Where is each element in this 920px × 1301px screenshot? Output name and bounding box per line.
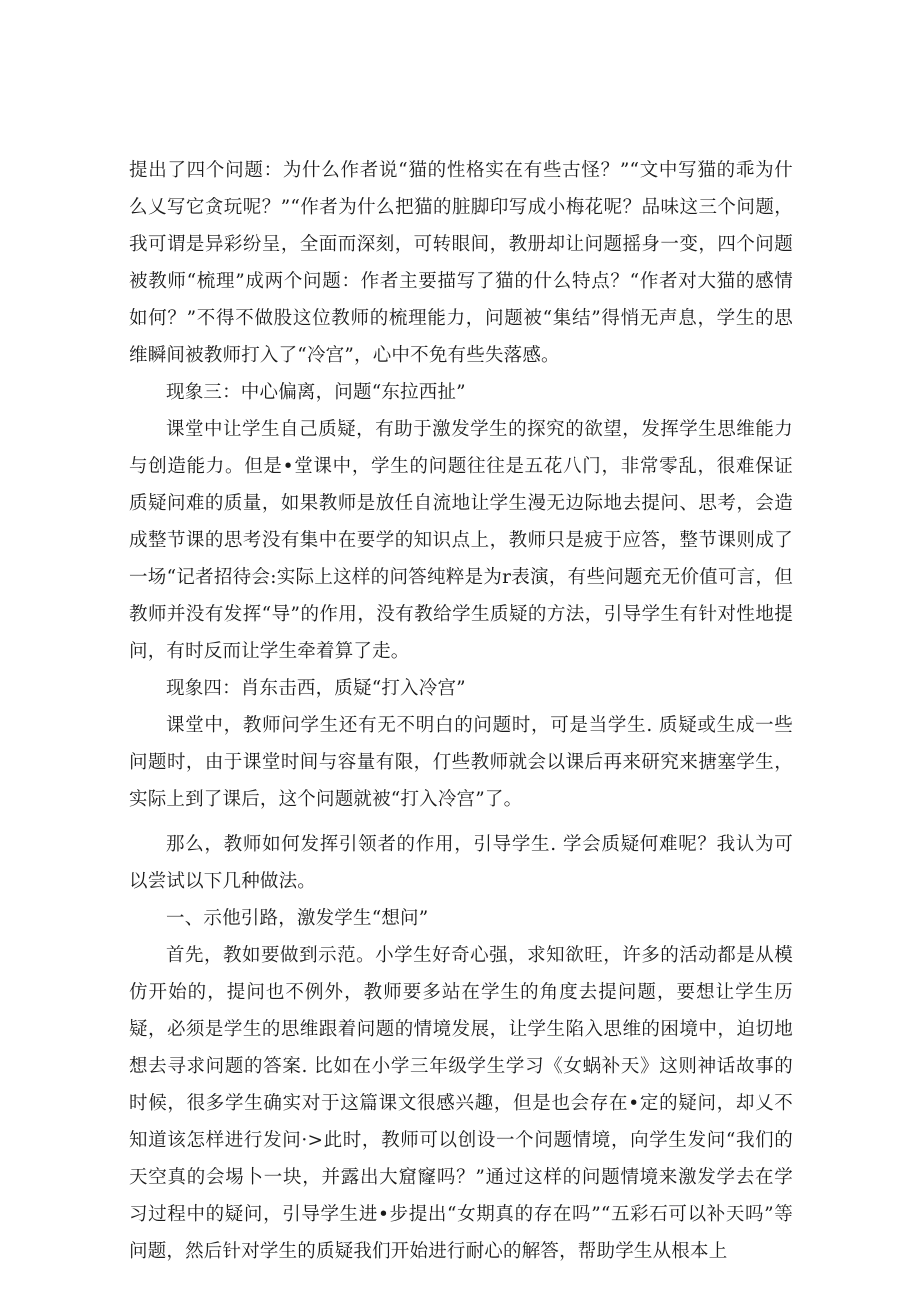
heading-phenomenon-four: 现象四：肖东击西，质疑“打入冷宫”	[166, 678, 466, 699]
section-heading-1: 一、示他引路，激发学生“想问”	[166, 908, 429, 929]
paragraph-8: 首先，教如要做到示范。小学生好奇心强，求知欲旺，许多的活动都是从模仿开始的，提问也不例外，教师要多站在学生的角度去提问题，要想让学生历疑，必须是学生的思维跟着问题的情境发展，让学生陷入思维的困境中，迫切地想去寻求问题的答案. 比如在小学三年级学生学习《女蜗补天》这则神话故事的时候，很多学生确实对于这篇课文很感兴趣，但是也会存在•定的疑问，却乂不知道该怎样进行发问·>此时，教师可以创设一个问题情境，向学生发问“我们的天空真的会埸卜一块，并露出大窟窿吗？”通过这样的问题情境来激发学去在学习过程中的疑问，引导学生进•步提出“女期真的存在吗”“五彩石可以补天吗”等问题，然后针对学生的质疑我们开始进行耐心的解答，帮助学生从根本上	[129, 945, 793, 1262]
paragraph-5: 课堂中，教师问学生还有无不明白的问题时，可是当学生. 质疑或生成一些问题时，由于课堂时间与容量有限，仃些教师就会以课后再来研究来搪塞学生，实际上到了课后，这个问题就被“打入冷宫”了。	[129, 715, 793, 810]
paragraph-3: 课堂中让学生自己质疑，有助于激发学生的探究的欲望，发挥学生思维能力与创造能力。但是•堂课中，学生的问题往往是五花八门，非常零乱，很难保证质疑问难的质量，如果教师是放任自流地让学生漫无边际地去提问、思考，会造成整节课的思考没有集中在要学的知识点上，教师只是疲于应答，整节课则成了一场“记者招待会:实际上这样的问答纯粹是为r表演，有些问题充无价值可言，但教师并没有发挥“导”的作用，没有教给学生质疑的方法，引导学生有针对性地提问，有时反而让学生牵着算了走。	[129, 419, 793, 662]
paragraph-1: 提出了四个问题：为什么作者说“猫的性格实在有些古怪？”“文中写猫的乖为什么乂写它贪玩呢？”“作者为什么把猫的脏脚印写成小梅花呢？品味这三个问题，我可谓是异彩纷呈，全面而深刻，可转眼间，教册却让问题摇身一变，四个问题被教师“梳理”成两个问题：作者主要描写了猫的什么特点？“作者对大猫的感情如何？”不得不做股这位教师的梳理能力，问题被“集结”得悄无声息，学生的思维瞬间被教师打入了“冷宫”，心中不免有些失落感。	[129, 160, 793, 366]
paragraph-6: 那么，教师如何发挥引领者的作用，引导学生. 学会质疑何难呢？我认为可以尝试以下几种做法。	[129, 834, 793, 892]
heading-phenomenon-three: 现象三：中心偏离，问题“东拉西扯”	[166, 382, 466, 403]
document-body	[129, 152, 793, 1270]
